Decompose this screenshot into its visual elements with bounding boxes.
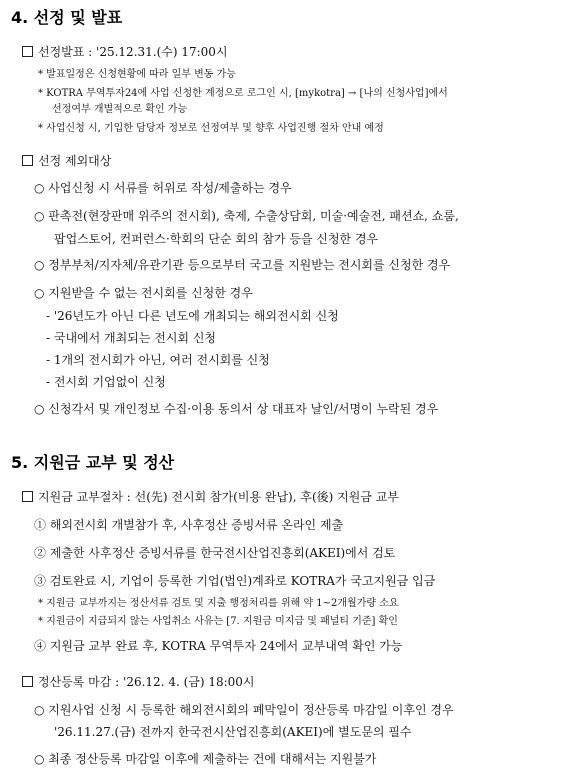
checkbox-icon <box>22 155 33 166</box>
exclude-item: ○ 신청각서 및 개인정보 수집·이용 동의서 상 대표자 날인/서명이 누락된 경우 <box>34 402 439 416</box>
announce-note: * KOTRA 무역투자24에 사업 신청한 계정으로 로그인 시, [mykotra] → [나의 신청사업]에서 <box>38 88 448 99</box>
deadline-item: '26.11.27.(금) 전까지 한국전시산업진흥회(AKEI)에 별도문의 필수 <box>54 725 412 739</box>
proc-step: ② 제출한 사후정산 증빙서류를 한국전시산업진흥회(AKEI)에서 검토 <box>34 546 396 560</box>
section-5-title: 5. 지원금 교부 및 정산 <box>11 453 175 472</box>
exclude-heading <box>22 154 111 168</box>
announce-note: * 사업신청 시, 기입한 담당자 정보로 선정여부 및 향후 사업진행 절차 안내 예정 <box>38 123 384 134</box>
checkbox-icon <box>22 46 33 57</box>
deadline-item: ○ 최종 정산등록 마감일 이후에 제출하는 건에 대해서는 지원불가 <box>34 752 377 766</box>
exclude-subitem: - '26년도가 아닌 다른 년도에 개최되는 해외전시회 신청 <box>46 309 339 323</box>
deadline-heading <box>22 675 255 689</box>
exclude-subitem: - 1개의 전시회가 아닌, 여러 전시회를 신청 <box>46 353 270 367</box>
proc-step: ① 해외전시회 개별참가 후, 사후정산 증빙서류 온라인 제출 <box>34 518 344 532</box>
checkbox-icon <box>22 491 33 502</box>
exclude-label: 선정 제외대상 <box>38 154 112 168</box>
exclude-item: ○ 정부부처/지자체/유관기관 등으로부터 국고를 지원받는 전시회를 신청한 경우 <box>34 258 451 272</box>
deadline-item: ○ 지원사업 신청 시 등록한 해외전시회의 폐막일이 정산등록 마감일 이후인 경우 <box>34 703 454 717</box>
section-4-title: 4. 선정 및 발표 <box>11 8 123 27</box>
proc-step: ③ 검토완료 시, 기업이 등록한 기업(법인)계좌로 KOTRA가 국고지원금 입금 <box>34 574 436 588</box>
checkbox-icon <box>22 676 33 687</box>
exclude-subitem: - 전시회 기업없이 신청 <box>46 375 166 389</box>
exclude-item: 팝업스토어, 컨퍼런스·학회의 단순 회의 참가 등을 신청한 경우 <box>54 232 379 246</box>
proc-note: * 지원금 교부까지는 정산서류 검토 및 지출 행정처리를 위해 약 1~2개월가량 소요 <box>38 598 399 609</box>
announce-note: 선정여부 개별적으로 확인 가능 <box>52 104 188 115</box>
announce-note: * 발표일정은 신청현황에 따라 일부 변동 가능 <box>38 69 236 80</box>
exclude-item: ○ 지원받을 수 없는 전시회를 신청한 경우 <box>34 286 253 300</box>
deadline-label: 정산등록 마감 : '26.12. 4. (금) 18:00시 <box>38 675 255 689</box>
announce-heading <box>22 45 228 59</box>
exclude-subitem: - 국내에서 개최되는 전시회 신청 <box>46 331 217 345</box>
exclude-item: ○ 사업신청 시 서류를 허위로 작성/제출하는 경우 <box>34 181 292 195</box>
proc-step: ④ 지원금 교부 완료 후, KOTRA 무역투자 24에서 교부내역 확인 가능 <box>34 639 403 653</box>
announce-label: 선정발표 : '25.12.31.(수) 17:00시 <box>38 45 228 59</box>
proc-label: 지원금 교부절차 : 선(先) 전시회 참가(비용 완납), 후(後) 지원금 교부 <box>38 490 399 504</box>
exclude-item: ○ 판촉전(현장판매 위주의 전시회), 축제, 수출상담회, 미술·예술전, 패션쇼, 쇼룸, <box>34 209 459 223</box>
proc-heading <box>22 490 399 504</box>
proc-note: * 지원금이 지급되지 않는 사업취소 사유는 [7. 지원금 미지급 및 패널티 기준] 확인 <box>38 616 398 627</box>
